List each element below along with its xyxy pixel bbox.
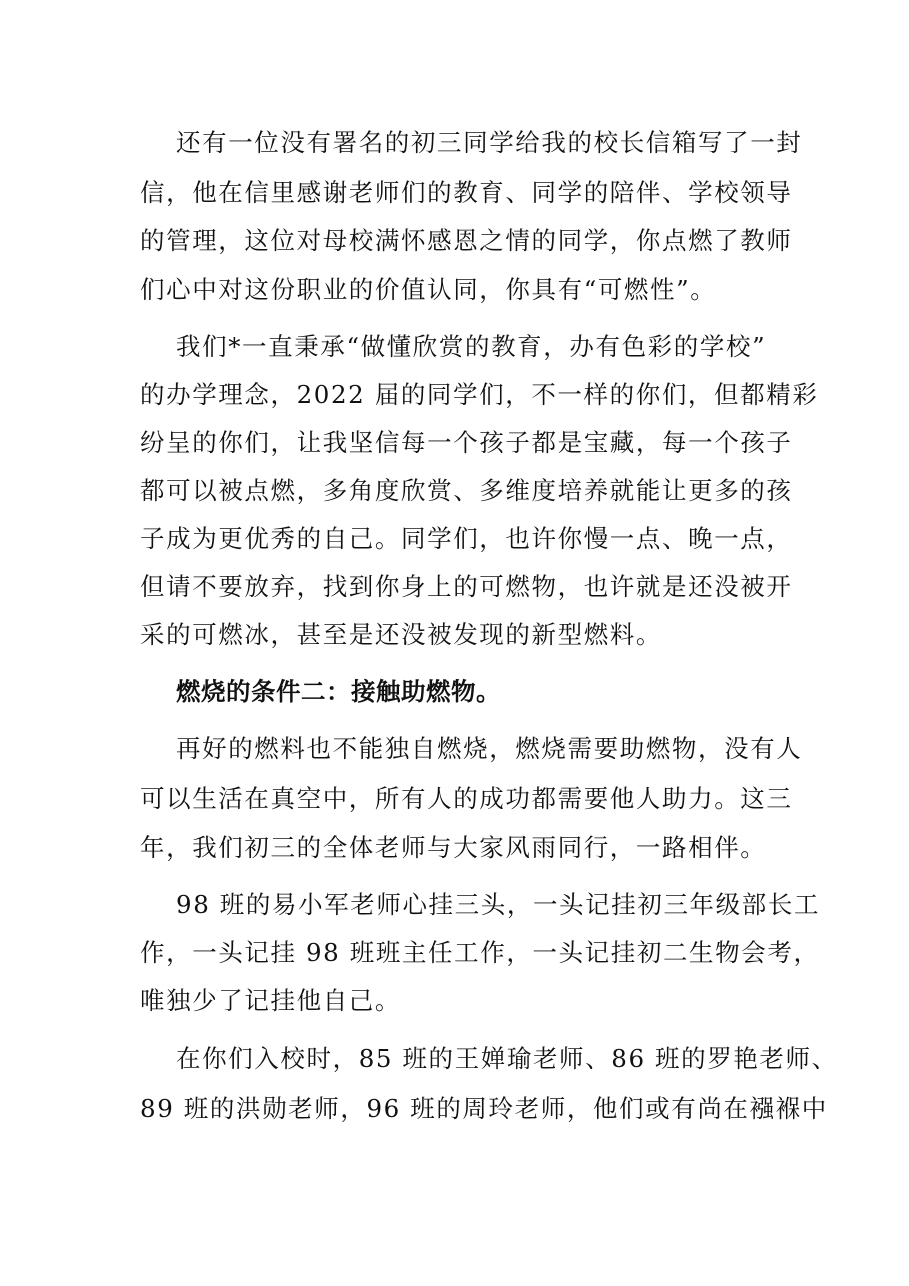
paragraph-2-line-1: 我们*一直秉承“做懂欣赏的教育，办有色彩的学校” [176, 332, 767, 361]
paragraph-2-line-7: 采的可燃冰，甚至是还没被发现的新型燃料。 [140, 620, 662, 649]
paragraph-1-line-4: 们心中对这份职业的价值认同，你具有“可燃性”。 [140, 275, 717, 304]
paragraph-1-line-2: 信，他在信里感谢老师们的教育、同学的陪伴、学校领导 [140, 178, 793, 207]
paragraph-4-line-3: 唯独少了记挂他自己。 [140, 986, 401, 1015]
paragraph-3-line-3: 年，我们初三的全体老师与大家风雨同行，一路相伴。 [140, 833, 767, 862]
paragraph-2-line-6: 但请不要放弃，找到你身上的可燃物，也许就是还没被开 [140, 572, 793, 601]
paragraph-3-line-1: 再好的燃料也不能独自燃烧，燃烧需要助燃物，没有人 [176, 734, 803, 763]
paragraph-2-line-2: 的办学理念，2022 届的同学们，不一样的你们，但都精彩 [140, 380, 819, 409]
paragraph-2-line-4: 都可以被点燃，多角度欣赏、多维度培养就能让更多的孩 [140, 476, 793, 505]
paragraph-4-line-2: 作，一头记挂 98 班班主任工作，一头记挂初二生物会考， [140, 938, 820, 967]
paragraph-4-line-1: 98 班的易小军老师心挂三头，一头记挂初三年级部长工 [176, 890, 821, 919]
paragraph-5-line-2: 89 班的洪勋老师，96 班的周玲老师，他们或有尚在襁褓中 [140, 1094, 828, 1123]
paragraph-2-line-3: 纷呈的你们，让我坚信每一个孩子都是宝藏，每一个孩子 [140, 428, 793, 457]
paragraph-5-line-1: 在你们入校时，85 班的王婵瑜老师、86 班的罗艳老师、 [176, 1044, 838, 1073]
paragraph-2-line-5: 子成为更优秀的自己。同学们，也许你慢一点、晚一点， [140, 524, 793, 553]
section-heading: 燃烧的条件二：接触助燃物。 [176, 677, 501, 706]
paragraph-1-line-1: 还有一位没有署名的初三同学给我的校长信箱写了一封 [176, 128, 803, 157]
paragraph-1-line-3: 的管理，这位对母校满怀感恩之情的同学，你点燃了教师 [140, 226, 793, 255]
paragraph-3-line-2: 可以生活在真空中，所有人的成功都需要他人助力。这三 [140, 784, 793, 813]
